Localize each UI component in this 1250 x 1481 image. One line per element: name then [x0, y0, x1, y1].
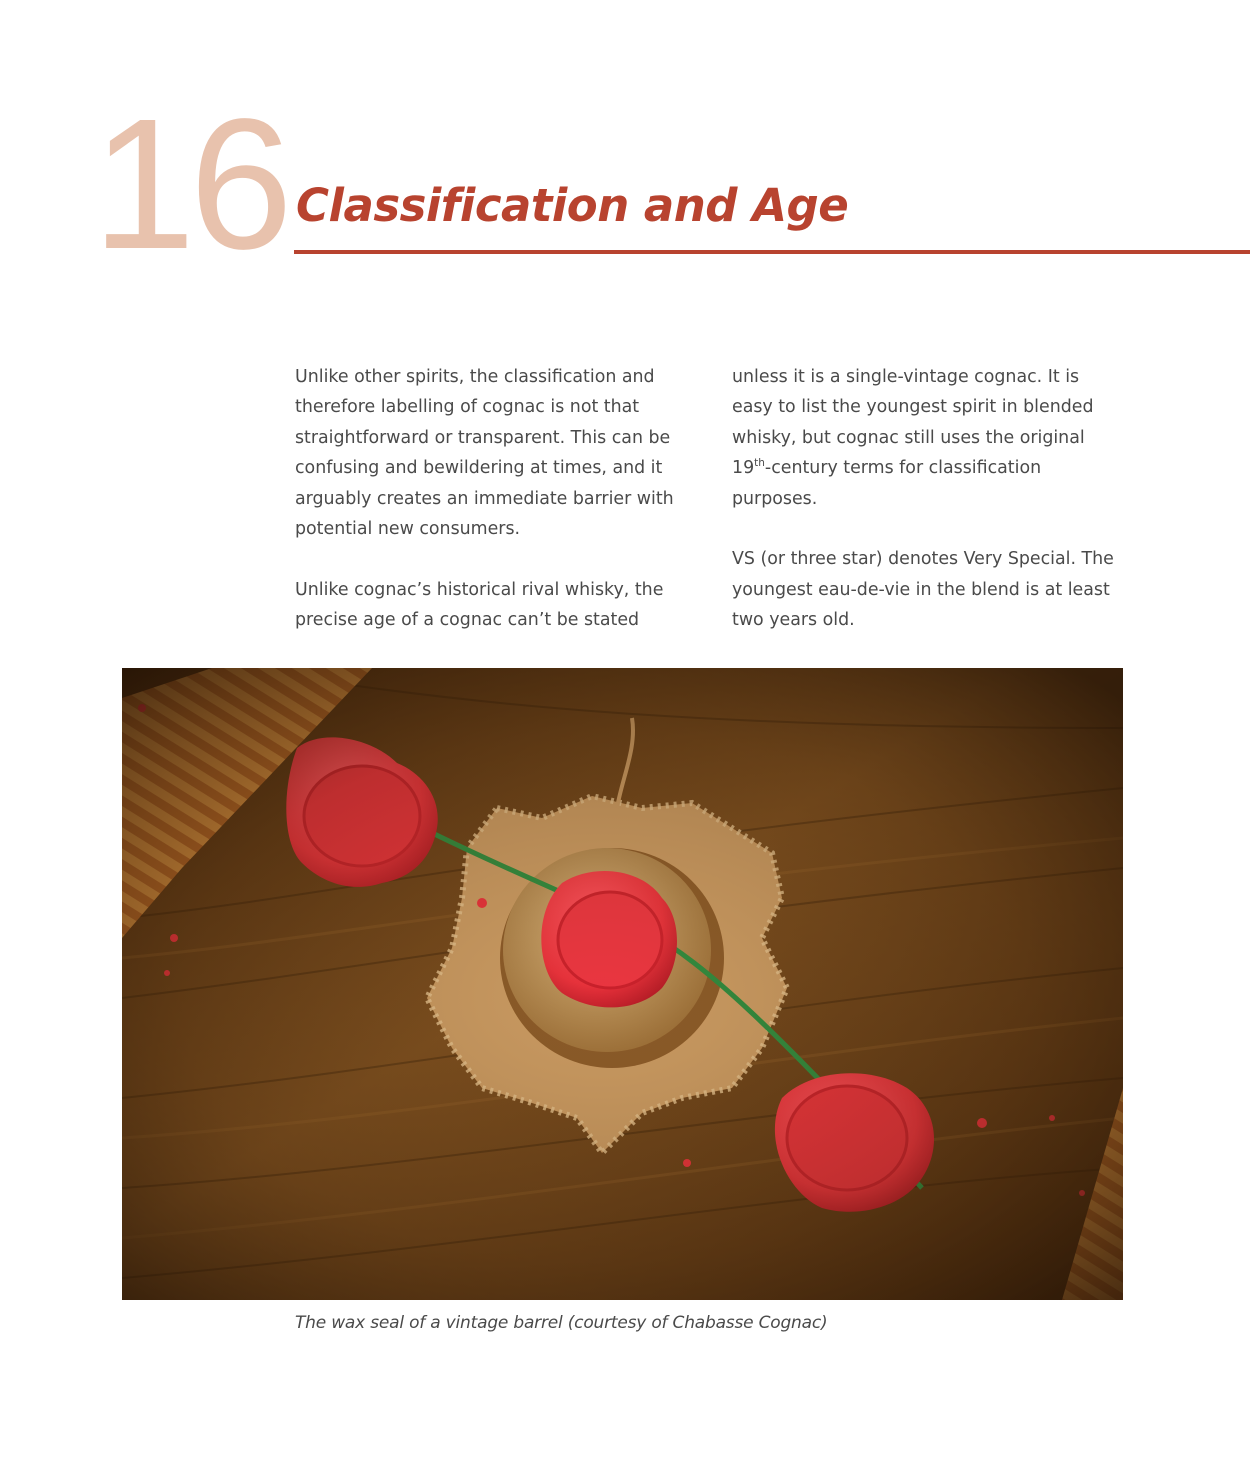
- body-paragraph: [732, 362, 1124, 514]
- wax-seal-photo: [122, 668, 1123, 1300]
- century-number: 19: [732, 458, 755, 479]
- body-paragraph: Unlike other spirits, the classification and therefore labelling of cognac is not that straightforward or transparent. This can be confusing and bewildering at times, and it arguably creates an immediate barrier with potential new consumers.: [295, 367, 674, 540]
- title-rule: [294, 250, 1250, 254]
- wax-seal-barrel-photo-icon: [122, 668, 1123, 1300]
- text-run: -century terms for classification purposes.: [732, 458, 1042, 509]
- chapter-number: 16: [92, 81, 287, 288]
- ordinal-suffix: th: [754, 457, 765, 470]
- figure-caption: The wax seal of a vintage barrel (courtesy of Chabasse Cognac): [295, 1313, 828, 1333]
- chapter-title: Classification and Age: [296, 179, 849, 232]
- body-column-right: [732, 362, 1124, 636]
- body-paragraph: Unlike cognac’s historical rival whisky, the precise age of a cognac can’t be stated: [295, 579, 664, 631]
- text-run: unless it is a single-vintage cognac. It is easy to list the youngest spirit in blended whisky, but cognac still uses the original: [732, 367, 1094, 448]
- body-column-left: [295, 362, 695, 636]
- century-term: [732, 458, 765, 478]
- body-paragraph: VS (or three star) denotes Very Special. The youngest eau-de-vie in the blend is at least two years old.: [732, 549, 1114, 631]
